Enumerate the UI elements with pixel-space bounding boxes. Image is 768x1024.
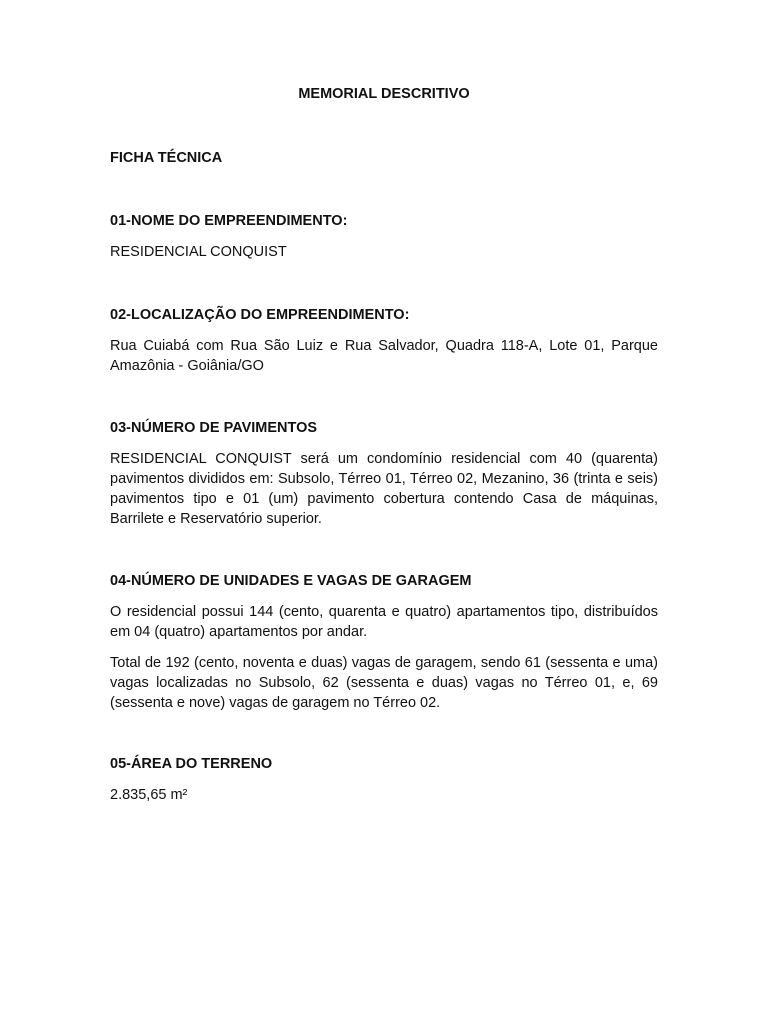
document-title: MEMORIAL DESCRITIVO bbox=[298, 86, 470, 102]
section-text-02: Rua Cuiabá com Rua São Luiz e Rua Salvador, Quadra 118-A, Lote 01, Parque Amazônia - Goiânia/GO bbox=[110, 338, 658, 374]
section-text-04b: Total de 192 (cento, noventa e duas) vagas de garagem, sendo 61 (sessenta e uma) vagas localizadas no Subsolo, 62 (sessenta e duas) vagas no Térreo 01, e, 69 (sessenta e nove) vagas de garagem no Térreo 02. bbox=[110, 655, 658, 711]
section-heading-04: 04-NÚMERO DE UNIDADES E VAGAS DE GARAGEM bbox=[110, 573, 472, 589]
document-subtitle: FICHA TÉCNICA bbox=[110, 150, 223, 166]
section-heading-01: 01-NOME DO EMPREENDIMENTO: bbox=[110, 213, 348, 229]
section-text-01: RESIDENCIAL CONQUIST bbox=[110, 244, 287, 260]
section-text-04a: O residencial possui 144 (cento, quarenta e quatro) apartamentos tipo, distribuídos em 04 (quatro) apartamentos por andar. bbox=[110, 604, 658, 640]
section-heading-02: 02-LOCALIZAÇÃO DO EMPREENDIMENTO: bbox=[110, 307, 410, 323]
section-heading-03: 03-NÚMERO DE PAVIMENTOS bbox=[110, 420, 318, 436]
section-text-03: RESIDENCIAL CONQUIST será um condomínio residencial com 40 (quarenta) pavimentos divididos em: Subsolo, Térreo 01, Térreo 02, Mezanino, 36 (trinta e seis) pavimentos tipo e 01 (um) pavimento cobertura contendo Casa de máquinas, Barrilete e Reservatório superior. bbox=[110, 451, 658, 527]
section-heading-05: 05-ÁREA DO TERRENO bbox=[110, 756, 273, 772]
section-text-05: 2.835,65 m² bbox=[110, 787, 188, 803]
